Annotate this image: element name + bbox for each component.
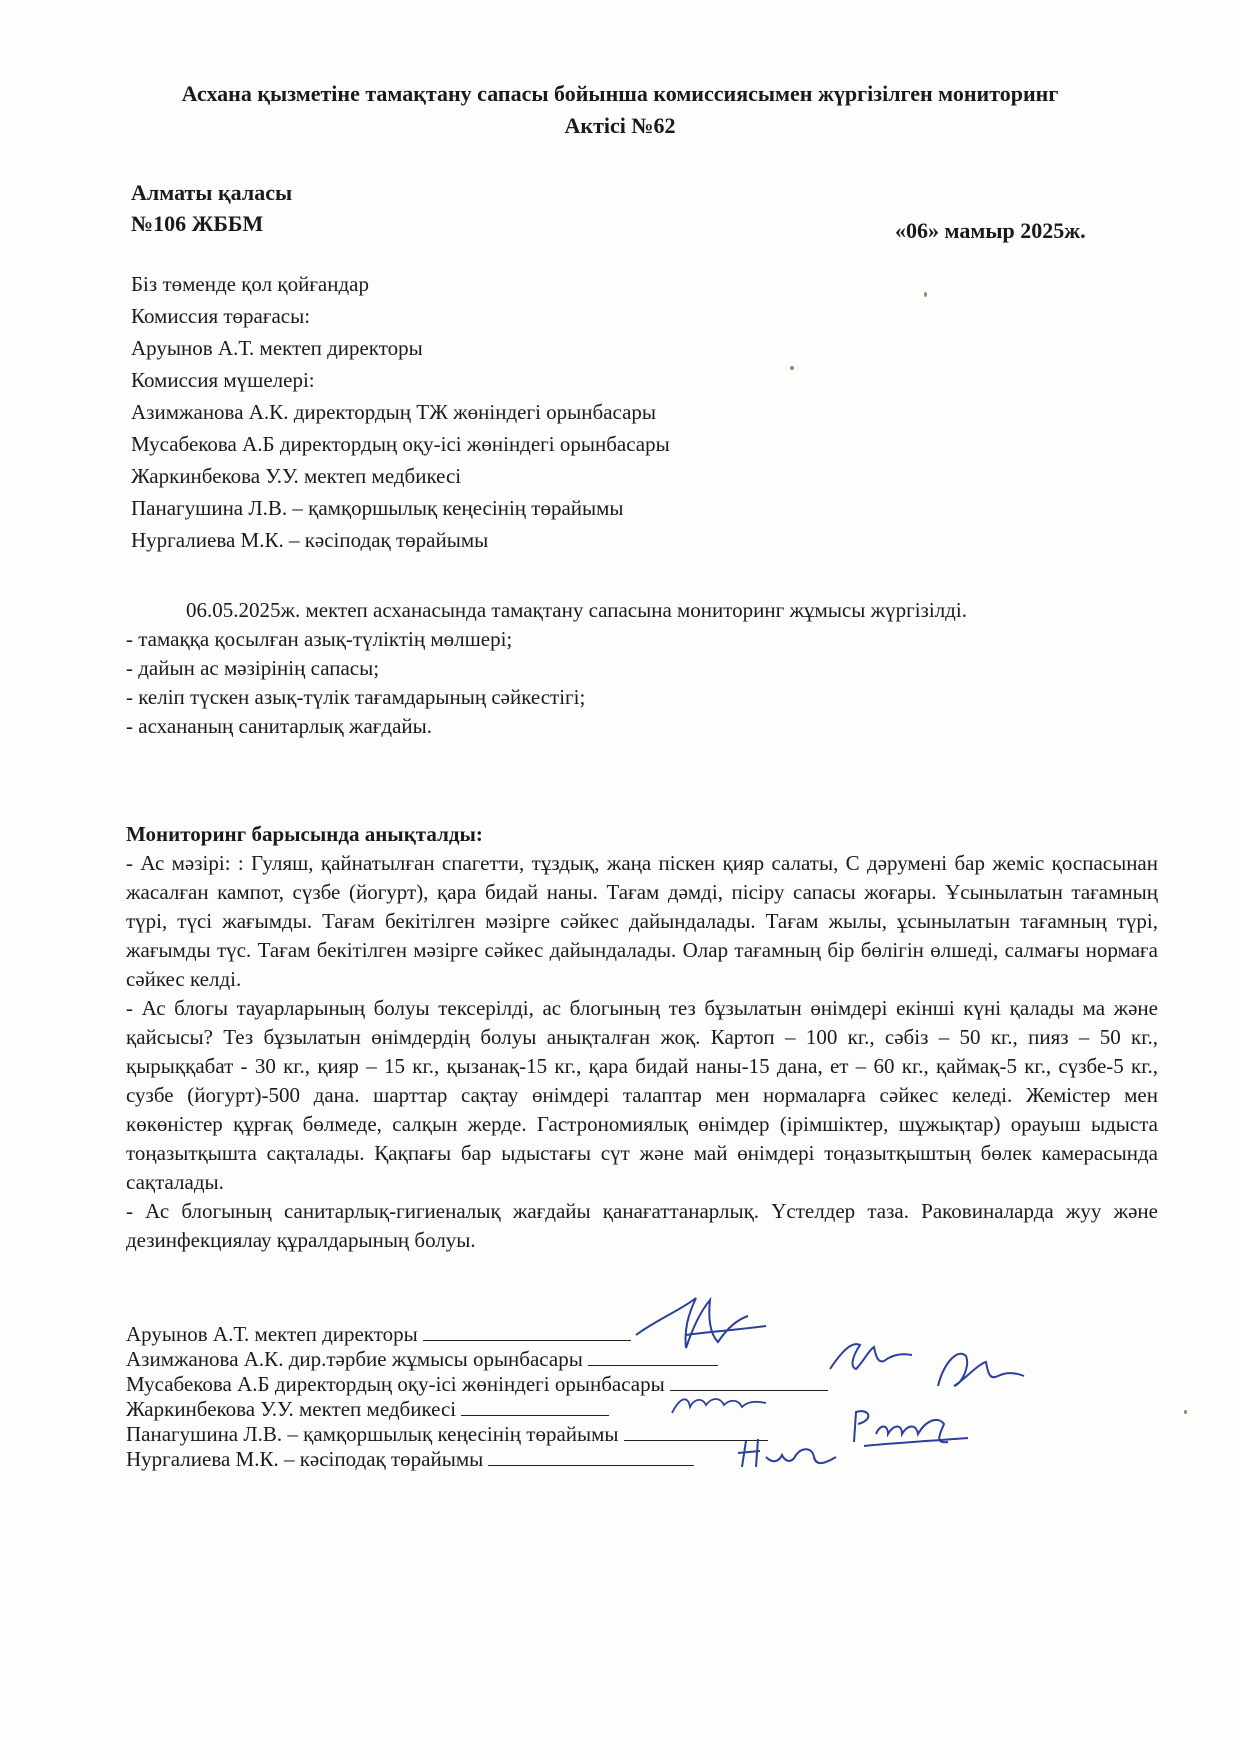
title-line-1: Асхана қызметіне тамақтану сапасы бойынша комиссиясымен жүргізілген мониторинг [181,81,1059,106]
member-line: Нургалиева М.К. – кәсіподақ төрайымы [131,528,489,552]
signature-line [588,1347,718,1366]
handwritten-signature [822,1331,922,1381]
title-line-2: Актісі №62 [564,113,676,138]
monitoring-item: - келіп түскен азық-түлік тағамдарының сәйкестігі; [126,685,586,709]
signature-label: Аруынов А.Т. мектеп директоры [126,1322,418,1346]
signature-line [488,1447,694,1466]
member-line: Мусабекова А.Б директордың оқу-ісі жөніндегі орынбасары [131,432,670,456]
signature-label: Жаркинбекова У.У. мектеп медбикесі [126,1397,457,1421]
header-location [131,177,292,239]
member-line: Комиссия мүшелері: [131,368,315,392]
signature-label: Азимжанова А.К. дир.тәрбие жұмысы орынбасары [126,1347,583,1371]
findings-heading: Мониторинг барысында анықталды: [126,822,483,846]
commission-members [131,268,670,556]
document-date: «06» мамыр 2025ж. [895,218,1086,243]
scan-speck [1184,1410,1187,1414]
signature-line [423,1322,631,1341]
signature-row [126,1422,828,1447]
signature-row [126,1397,828,1422]
member-line: Комиссия төрағасы: [131,304,311,328]
signature-row [126,1322,828,1347]
monitoring-intro: 06.05.2025ж. мектеп асханасында тамақтану сапасына мониторинг жұмысы жүргізілді. [186,598,967,622]
signature-line [461,1397,609,1416]
signature-label: Панагушина Л.В. – қамқоршылық кеңесінің төрайымы [126,1422,619,1446]
member-line: Панагушина Л.В. – қамқоршылық кеңесінің төрайымы [131,496,624,520]
monitoring-item: - дайын ас мәзірінің сапасы; [126,656,380,680]
findings-paragraph: - Ас блогының санитарлық-гигиеналық жағдайы қанағаттанарлық. Үстелдер таза. Раковиналарда жуу және дезинфекциялау құралдарының болуы. [126,1199,1158,1252]
monitoring-item: - асхананың санитарлық жағдайы. [126,714,432,738]
member-line: Аруынов А.Т. мектеп директоры [131,336,423,360]
school-label: №106 ЖББМ [131,211,264,236]
findings-paragraph: - Ас мәзірі: : Гуляш, қайнатылған спагетти, тұздық, жаңа піскен қияр салаты, С дәрумені бар жеміс қоспасынан жасалған кампот, сүзбе (йогурт), қара бидай наны. Тағам дәмді, пісіру сапасы жоғары. Ұсынылатын тағамның түрі, түсі жағымды. Тағам бекітілген мәзірге сәйкес дайындалады. Тағам жылы, ұсынылатын тағамның түрі, жағымды түс. Тағам бекітілген мәзірге сәйкес дайындалады. Олар тағамның бір бөлігін өлшеді, салмағы нормаға сәйкес келді. [126,851,1158,991]
scan-speck [790,366,794,370]
signature-row [126,1347,828,1372]
monitoring-item: - тамаққа қосылған азық-түліктің мөлшері; [126,627,513,651]
member-line: Жаркинбекова У.У. мектеп медбикесі [131,464,462,488]
member-line: Біз төменде қол қойғандар [131,272,369,296]
handwritten-signature [732,1433,842,1477]
monitoring-section [126,596,1126,741]
signature-block [126,1322,828,1472]
signature-label: Мусабекова А.Б директордың оқу-ісі жөніндегі орынбасары [126,1372,665,1396]
handwritten-signature [924,1342,1034,1402]
member-line: Азимжанова А.К. директордың ТЖ жөніндегі орынбасары [131,400,657,424]
scan-speck [924,292,927,297]
findings-section [126,820,1158,1255]
signature-row [126,1447,828,1472]
city-label: Алматы қаласы [131,180,293,205]
findings-paragraph: - Ас блогы тауарларының болуы тексерілді, ас блогының тез бұзылатын өнімдері екінші күні қалады ма және қайсысы? Тез бұзылатын өнімдердің болуы анықталған жоқ. Картоп – 100 кг., сәбіз – 50 кг., пияз – 50 кг., қырыққабат - 30 кг., қияр – 15 кг., қызанақ-15 кг., қара бидай наны-15 дана, ет – 60 кг., қаймақ-5 кг., сүзбе-5 кг., сузбе (йогурт)-500 дана. шарттар сақтау өнімдері талаптар мен нормаларға сәйкес келеді. Жемістер мен көкөністер құрғақ бөлмеде, салқын жерде. Гастрономиялық өнімдер (ірімшіктер, шұжықтар) орауыш ыдыста тоңазытқышта сақталады. Қақпағы бар ыдыстағы сүт және май өнімдері тоңазытқыштың бөлек камерасында сақталады. [126,996,1158,1194]
handwritten-signature [666,1387,776,1427]
document-title [90,78,1150,142]
signature-label: Нургалиева М.К. – кәсіподақ төрайымы [126,1447,484,1471]
handwritten-signature [844,1402,974,1452]
